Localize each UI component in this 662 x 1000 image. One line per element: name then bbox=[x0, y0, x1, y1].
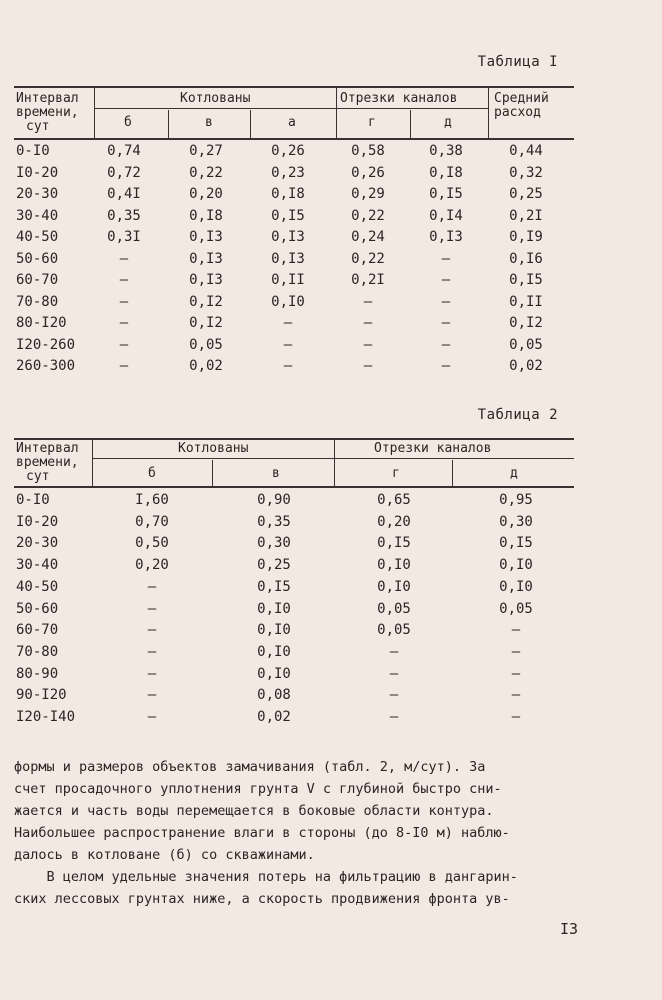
table2-subcol-g: г bbox=[392, 466, 400, 481]
table1-subcol-d: д bbox=[444, 115, 452, 130]
table1-canals-header: Отрезки каналов bbox=[340, 91, 458, 106]
row-interval-label: I20-I40 bbox=[16, 709, 76, 725]
table-cell: 0,II bbox=[509, 293, 543, 310]
table-cell: 0,I2 bbox=[189, 293, 223, 310]
row-interval-label: 0-I0 bbox=[16, 492, 50, 508]
row-interval-label: I0-20 bbox=[16, 164, 59, 181]
table-cell: 0,38 bbox=[429, 143, 463, 159]
table-cell: 0,29 bbox=[351, 186, 385, 202]
row-interval-label: 20-30 bbox=[16, 535, 59, 552]
row-interval-label: 40-50 bbox=[16, 229, 59, 245]
table-cell: 0,20 bbox=[135, 557, 169, 574]
table1-header-mid-rule bbox=[94, 108, 488, 109]
table-cell: 0,05 bbox=[509, 336, 543, 353]
table-cell: 0,05 bbox=[189, 336, 223, 353]
table-cell: 0,50 bbox=[135, 535, 169, 552]
table-cell: – bbox=[283, 358, 293, 374]
table2-caption: Таблица 2 bbox=[477, 407, 558, 423]
table-cell: 0,20 bbox=[189, 186, 223, 202]
table2-subcol-d: д bbox=[510, 466, 518, 481]
table-cell: 0,32 bbox=[509, 164, 543, 181]
table1-vsep bbox=[336, 88, 337, 138]
table-cell: 0,I5 bbox=[499, 535, 533, 552]
table-cell: 0,I0 bbox=[499, 578, 533, 595]
table-cell: I,60 bbox=[135, 492, 169, 508]
row-interval-label: 60-70 bbox=[16, 622, 59, 639]
table-cell: – bbox=[363, 358, 373, 374]
table-cell: 0,08 bbox=[257, 687, 291, 704]
table-cell: 0,I0 bbox=[257, 643, 291, 660]
table-cell: – bbox=[119, 358, 129, 374]
body-line: В целом удельные значения потерь на фильтрацию в дангарин- bbox=[14, 869, 518, 885]
table-cell: – bbox=[363, 315, 373, 331]
table-cell: 0,2I bbox=[351, 272, 385, 288]
table-cell: – bbox=[441, 336, 451, 353]
table1-subcol-g: г bbox=[368, 115, 376, 130]
table-cell: – bbox=[389, 665, 399, 682]
table-cell: – bbox=[147, 687, 157, 704]
table-cell: 0,II bbox=[271, 272, 305, 288]
table2-header-bottom-rule bbox=[14, 486, 574, 488]
table-cell: 0,I2 bbox=[189, 315, 223, 331]
row-interval-label: 60-70 bbox=[16, 272, 59, 288]
table-cell: 0,30 bbox=[499, 513, 533, 530]
table2-vsep bbox=[452, 460, 453, 486]
table-cell: – bbox=[511, 643, 521, 660]
table-cell: – bbox=[147, 643, 157, 660]
table-cell: – bbox=[119, 336, 129, 353]
table-cell: 0,70 bbox=[135, 513, 169, 530]
table1-caption: Таблица I bbox=[477, 54, 558, 70]
table-cell: – bbox=[119, 315, 129, 331]
row-interval-label: 80-I20 bbox=[16, 315, 67, 331]
table1-avg-header: Средний расход bbox=[494, 91, 549, 120]
body-line: формы и размеров объектов замачивания (табл. 2, м/сут). За bbox=[14, 759, 486, 775]
table-cell: – bbox=[389, 709, 399, 725]
table-cell: – bbox=[441, 250, 451, 267]
row-interval-label: I20-260 bbox=[16, 336, 76, 353]
table-cell: – bbox=[363, 336, 373, 353]
table-cell: 0,90 bbox=[257, 492, 291, 508]
body-line: счет просадочного уплотнения грунта V с глубиной быстро сни- bbox=[14, 781, 502, 797]
table-cell: 0,I5 bbox=[429, 186, 463, 202]
table-cell: 0,I8 bbox=[271, 186, 305, 202]
body-text bbox=[14, 756, 594, 910]
table1-subcol-b: б bbox=[124, 115, 132, 130]
table-cell: 0,I5 bbox=[377, 535, 411, 552]
table-cell: – bbox=[283, 315, 293, 331]
table-cell: – bbox=[511, 687, 521, 704]
table-cell: 0,22 bbox=[351, 250, 385, 267]
row-interval-label: 70-80 bbox=[16, 643, 59, 660]
table-cell: 0,05 bbox=[377, 600, 411, 617]
table2-subcol-b: б bbox=[148, 466, 156, 481]
table-cell: 0,74 bbox=[107, 143, 141, 159]
row-interval-label: 90-I20 bbox=[16, 687, 67, 704]
body-line: ских лессовых грунтах ниже, а скорость продвижения фронта ув- bbox=[14, 891, 510, 907]
row-interval-label: 80-90 bbox=[16, 665, 59, 682]
table-cell: 0,20 bbox=[377, 513, 411, 530]
table-cell: 0,26 bbox=[351, 164, 385, 181]
table2-canals-header: Отрезки каналов bbox=[374, 441, 492, 456]
table1-vsep bbox=[488, 88, 489, 138]
table-cell: 0,25 bbox=[509, 186, 543, 202]
row-interval-label: 50-60 bbox=[16, 250, 59, 267]
table-cell: – bbox=[441, 272, 451, 288]
body-line: жается и часть воды перемещается в боковые области контура. bbox=[14, 803, 494, 819]
table-cell: 0,I2 bbox=[509, 315, 543, 331]
table-cell: 0,22 bbox=[351, 207, 385, 224]
table-cell: 0,23 bbox=[271, 164, 305, 181]
table-cell: 0,I3 bbox=[429, 229, 463, 245]
table-cell: 0,3I bbox=[107, 229, 141, 245]
table1-vsep bbox=[250, 110, 251, 138]
table-cell: 0,I3 bbox=[189, 229, 223, 245]
table-cell: 0,22 bbox=[189, 164, 223, 181]
table2-interval-header: Интервал времени, сут bbox=[16, 441, 79, 484]
table-cell: – bbox=[147, 665, 157, 682]
table2-header-mid-rule bbox=[92, 458, 574, 459]
table1-interval-header: Интервал времени, сут bbox=[16, 91, 79, 134]
table-cell: 0,05 bbox=[377, 622, 411, 639]
table-cell: 0,I3 bbox=[271, 250, 305, 267]
table-cell: 0,35 bbox=[257, 513, 291, 530]
table1-pits-header: Котлованы bbox=[180, 91, 251, 106]
row-interval-label: I0-20 bbox=[16, 513, 59, 530]
table2-top-rule bbox=[14, 438, 574, 440]
table-cell: 0,30 bbox=[257, 535, 291, 552]
table-cell: 0,I6 bbox=[509, 250, 543, 267]
table-cell: – bbox=[119, 293, 129, 310]
table-cell: 0,I5 bbox=[271, 207, 305, 224]
table-cell: – bbox=[119, 272, 129, 288]
table1-header-bottom-rule bbox=[14, 138, 574, 140]
table-cell: 0,24 bbox=[351, 229, 385, 245]
table-cell: 0,95 bbox=[499, 492, 533, 508]
table-cell: 0,26 bbox=[271, 143, 305, 159]
row-interval-label: 30-40 bbox=[16, 557, 59, 574]
table-cell: – bbox=[147, 578, 157, 595]
table-cell: 0,I3 bbox=[189, 272, 223, 288]
table-cell: 0,I0 bbox=[377, 557, 411, 574]
table-cell: 0,02 bbox=[257, 709, 291, 725]
table-cell: 0,I3 bbox=[189, 250, 223, 267]
table-cell: 0,05 bbox=[499, 600, 533, 617]
table-cell: – bbox=[283, 336, 293, 353]
table-cell: – bbox=[389, 687, 399, 704]
table-cell: – bbox=[389, 643, 399, 660]
table1-vsep bbox=[168, 110, 169, 138]
row-interval-label: 50-60 bbox=[16, 600, 59, 617]
table2-vsep bbox=[334, 440, 335, 486]
table1-vsep bbox=[410, 110, 411, 138]
table2-subcol-v: в bbox=[272, 466, 280, 481]
table-cell: 0,I0 bbox=[257, 600, 291, 617]
table-cell: 0,2I bbox=[509, 207, 543, 224]
table2-pits-header: Котлованы bbox=[178, 441, 249, 456]
table-cell: – bbox=[147, 709, 157, 725]
table1-vsep bbox=[94, 88, 95, 138]
table-cell: 0,I0 bbox=[257, 665, 291, 682]
table-cell: – bbox=[441, 293, 451, 310]
table-cell: 0,35 bbox=[107, 207, 141, 224]
row-interval-label: 0-I0 bbox=[16, 143, 50, 159]
table-cell: 0,I9 bbox=[509, 229, 543, 245]
table-cell: – bbox=[363, 293, 373, 310]
row-interval-label: 20-30 bbox=[16, 186, 59, 202]
table-cell: – bbox=[511, 665, 521, 682]
table-cell: 0,27 bbox=[189, 143, 223, 159]
table1-subcol-v: в bbox=[205, 115, 213, 130]
table1-subcol-a: а bbox=[288, 115, 296, 130]
table-cell: 0,I5 bbox=[257, 578, 291, 595]
table-cell: 0,I8 bbox=[189, 207, 223, 224]
table2-vsep bbox=[212, 460, 213, 486]
body-line: далось в котловане (б) со скважинами. bbox=[14, 847, 315, 863]
table-cell: 0,44 bbox=[509, 143, 543, 159]
row-interval-label: 40-50 bbox=[16, 578, 59, 595]
table-cell: 0,72 bbox=[107, 164, 141, 181]
table-cell: 0,I8 bbox=[429, 164, 463, 181]
table-cell: 0,25 bbox=[257, 557, 291, 574]
table-cell: 0,I0 bbox=[377, 578, 411, 595]
table-cell: 0,4I bbox=[107, 186, 141, 202]
table-cell: 0,02 bbox=[509, 358, 543, 374]
body-line: Наибольшее распространение влаги в стороны (до 8-I0 м) наблю- bbox=[14, 825, 510, 841]
table2-vsep bbox=[92, 440, 93, 486]
table-cell: 0,I4 bbox=[429, 207, 463, 224]
table-cell: – bbox=[147, 600, 157, 617]
table-cell: 0,65 bbox=[377, 492, 411, 508]
table-cell: 0,I3 bbox=[271, 229, 305, 245]
table-cell: – bbox=[511, 709, 521, 725]
table-cell: – bbox=[441, 315, 451, 331]
table-cell: 0,58 bbox=[351, 143, 385, 159]
table-cell: 0,I0 bbox=[257, 622, 291, 639]
table-cell: – bbox=[511, 622, 521, 639]
row-interval-label: 30-40 bbox=[16, 207, 59, 224]
table-cell: – bbox=[441, 358, 451, 374]
table-cell: – bbox=[147, 622, 157, 639]
row-interval-label: 260-300 bbox=[16, 358, 76, 374]
table-cell: 0,I0 bbox=[499, 557, 533, 574]
table-cell: 0,I0 bbox=[271, 293, 305, 310]
page-number: I3 bbox=[559, 920, 578, 938]
table1-top-rule bbox=[14, 86, 574, 88]
table-cell: – bbox=[119, 250, 129, 267]
table-cell: 0,02 bbox=[189, 358, 223, 374]
table-cell: 0,I5 bbox=[509, 272, 543, 288]
row-interval-label: 70-80 bbox=[16, 293, 59, 310]
